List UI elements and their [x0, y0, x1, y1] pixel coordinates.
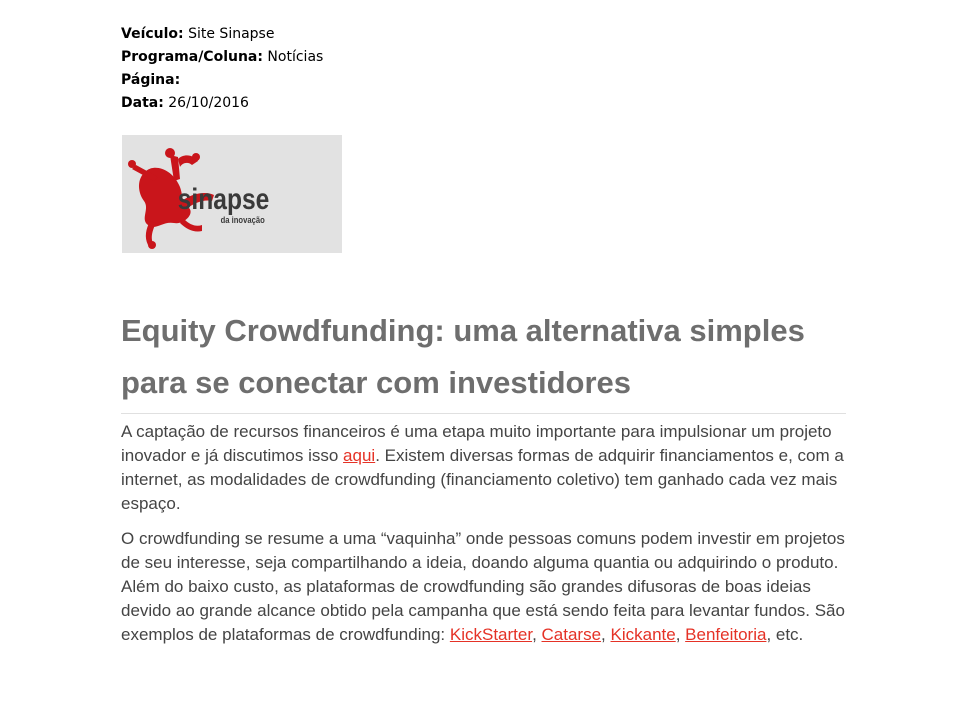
data-line — [121, 92, 323, 115]
veiculo-line — [121, 23, 323, 46]
logo-wordmark: sinapse — [177, 181, 270, 216]
aqui-link[interactable]: aqui — [343, 446, 376, 465]
programa-line — [121, 46, 323, 69]
paragraph-1 — [121, 420, 851, 516]
data-value: 26/10/2016 — [163, 95, 249, 111]
catarse-link[interactable]: Catarse — [541, 625, 602, 644]
kickstarter-link[interactable]: KickStarter — [449, 625, 533, 644]
synapse-splash-icon — [122, 135, 342, 253]
title-divider — [121, 413, 846, 414]
paragraph-1-start: A captação de recursos financeiros é uma etapa muito importante para impulsionar um projeto inovador e já discutimos isso — [121, 422, 832, 465]
article-body — [121, 420, 851, 676]
press-clipping-header — [121, 23, 323, 115]
separator: , — [675, 625, 686, 644]
logo-tagline: da inovação — [220, 214, 265, 226]
paragraph-1-end: . Existem diversas formas de adquirir financiamentos e, com a internet, as modalidades de crowdfunding (financiamento coletivo) tem ganhado cada vez mais espaço. — [121, 446, 844, 513]
pagina-line — [121, 69, 323, 92]
kickante-link[interactable]: Kickante — [610, 625, 676, 644]
article-title: Equity Crowdfunding: uma alternativa simples para se conectar com investidores — [121, 313, 805, 400]
paragraph-2 — [121, 527, 851, 647]
programa-label: Programa/Coluna: — [121, 49, 263, 65]
sinapse-logo — [122, 135, 342, 253]
data-label: Data: — [121, 95, 164, 111]
separator: , — [532, 625, 542, 644]
veiculo-label: Veículo: — [121, 26, 184, 42]
paragraph-2-text: O crowdfunding se resume a uma “vaquinha” onde pessoas comuns podem investir em projetos de seu interesse, seja compartilhando a ideia, doando alguma quantia ou adquirindo o produto. Além do baixo custo, as plataformas de crowdfunding são grandes difusoras de boas ideias devido ao grande alcance obtido pela campanha que está sendo feita para levantar fundos. São exemplos de plataformas de crowdfunding: — [121, 529, 845, 644]
benfeitoria-link[interactable]: Benfeitoria — [685, 625, 767, 644]
veiculo-value: Site Sinapse — [183, 26, 275, 42]
pagina-label: Página: — [121, 72, 181, 88]
separator: , — [601, 625, 611, 644]
paragraph-2-end: , etc. — [766, 625, 804, 644]
programa-value: Notícias — [262, 49, 324, 65]
